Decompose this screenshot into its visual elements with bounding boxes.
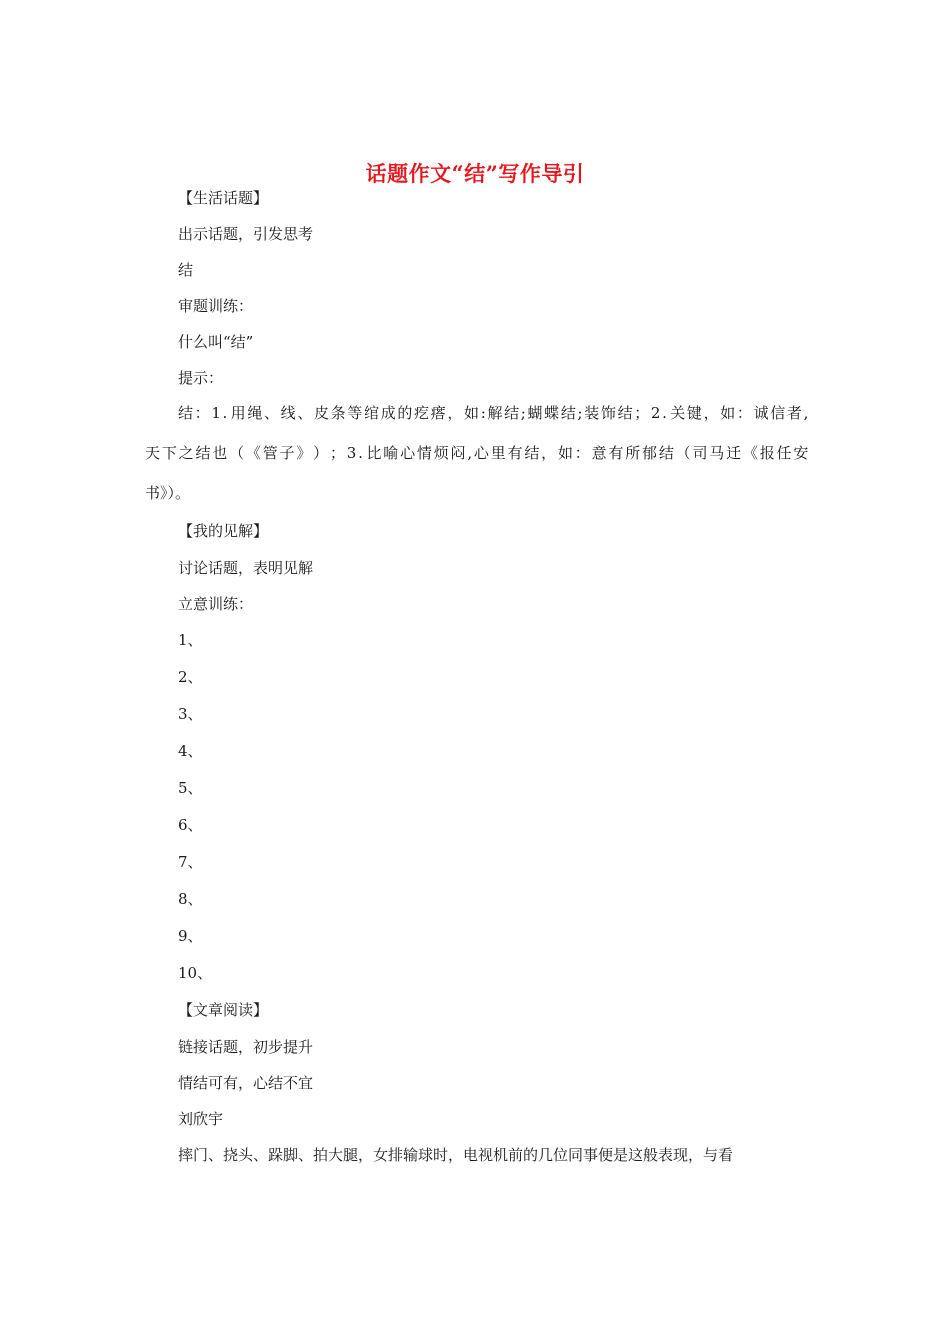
text-line: 什么叫“结”	[178, 333, 254, 351]
numbered-item: 7、	[178, 853, 203, 871]
text-line: 审题训练：	[178, 297, 254, 315]
numbered-item: 9、	[178, 927, 203, 945]
section-heading-article-reading: 【文章阅读】	[178, 1001, 269, 1019]
article-body-line: 摔门、挠头、跺脚、拍大腿，女排输球时，电视机前的几位同事便是这般表现，与看	[178, 1146, 734, 1164]
document-title: 话题作文“结”写作导引	[365, 161, 585, 186]
hint-row: 天 下 之 结 也 （ 《 管 子 》 ） ； 3 . 比 喻 心 情 烦 闷 , 心 里 有 结 ， 如 ： 意 有 所 郁 结 （ 司 马 迁 《 报 任 安	[145, 444, 809, 462]
numbered-item: 5、	[178, 779, 203, 797]
numbered-item: 6、	[178, 816, 203, 834]
text-line: 立意训练：	[178, 595, 254, 613]
numbered-item: 3、	[178, 705, 203, 723]
text-line: 提示：	[178, 369, 224, 387]
article-author: 刘欣宇	[178, 1110, 224, 1128]
section-heading-my-view: 【我的见解】	[178, 522, 269, 540]
article-title: 情结可有，心结不宜	[178, 1074, 314, 1092]
hint-paragraph	[145, 403, 809, 523]
text-line: 链接话题，初步提升	[178, 1038, 314, 1056]
text-line: 出示话题，引发思考	[178, 225, 314, 243]
text-line: 结	[178, 261, 194, 279]
numbered-item: 8、	[178, 890, 203, 908]
numbered-item: 10、	[178, 964, 213, 982]
numbered-item: 1、	[178, 631, 203, 649]
section-heading-life-topic: 【生活话题】	[178, 189, 269, 207]
hint-row: 结 ： 1 . 用 绳 、 线 、 皮 条 等 绾 成 的 疙 瘩 ， 如 : 解 结 ; 蝴 蝶 结 ; 装 饰 结 ； 2 . 关 键 ， 如 ： 诚 信 者 ,	[178, 404, 809, 422]
numbered-item: 4、	[178, 742, 203, 760]
numbered-item: 2、	[178, 668, 203, 686]
text-line: 讨论话题，表明见解	[178, 559, 314, 577]
hint-row: 书》）。	[145, 484, 191, 502]
